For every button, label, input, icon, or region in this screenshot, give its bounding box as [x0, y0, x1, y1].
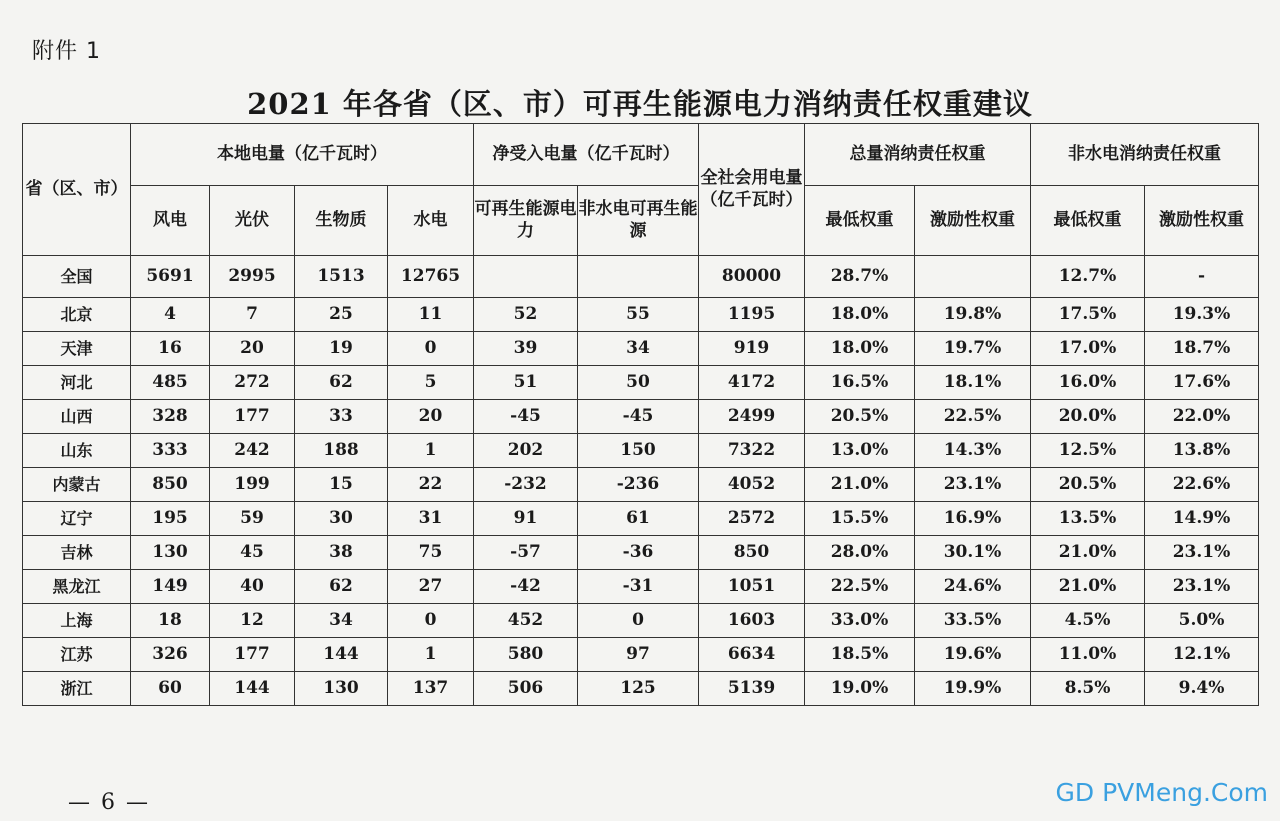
table-cell: 19.3%	[1145, 298, 1259, 332]
table-cell: 1051	[699, 570, 805, 604]
table-cell: 62	[295, 366, 388, 400]
table-cell: 22.0%	[1145, 400, 1259, 434]
table-cell: 4	[131, 298, 210, 332]
table-cell: 97	[578, 638, 699, 672]
table-cell: 15	[295, 468, 388, 502]
province-cell: 山西	[23, 400, 131, 434]
table-cell: 850	[131, 468, 210, 502]
province-cell: 吉林	[23, 536, 131, 570]
table-cell: 30.1%	[915, 536, 1031, 570]
table-cell: 177	[210, 638, 295, 672]
table-cell: 12.5%	[1031, 434, 1145, 468]
table-cell: 452	[474, 604, 578, 638]
table-cell: 14.3%	[915, 434, 1031, 468]
table-cell: 5139	[699, 672, 805, 706]
table-cell: 13.0%	[805, 434, 915, 468]
table-cell: 19	[295, 332, 388, 366]
attachment-label: 附件 1	[32, 39, 101, 64]
header-total-weight: 总量消纳责任权重	[805, 124, 1031, 186]
table-cell: 137	[388, 672, 474, 706]
table-cell: 38	[295, 536, 388, 570]
table-cell: 27	[388, 570, 474, 604]
table-cell: 60	[131, 672, 210, 706]
table-cell: 45	[210, 536, 295, 570]
table-cell: 22.5%	[915, 400, 1031, 434]
header-net-received: 净受入电量（亿千瓦时）	[474, 124, 699, 186]
table-cell: 7322	[699, 434, 805, 468]
table-cell: 1195	[699, 298, 805, 332]
table-cell: 850	[699, 536, 805, 570]
table-cell: 22	[388, 468, 474, 502]
table-cell: 34	[578, 332, 699, 366]
table-cell: 1513	[295, 256, 388, 298]
table-cell: 2995	[210, 256, 295, 298]
table-cell: 144	[210, 672, 295, 706]
table-cell: 4172	[699, 366, 805, 400]
table-cell: -236	[578, 468, 699, 502]
page-number: — 6 —	[68, 790, 150, 815]
table-cell: -42	[474, 570, 578, 604]
header-nonhydro-incentive-weight: 激励性权重	[1145, 186, 1259, 256]
table-cell: 1	[388, 638, 474, 672]
table-row	[23, 672, 1259, 706]
table-cell: 1603	[699, 604, 805, 638]
table-cell: 11.0%	[1031, 638, 1145, 672]
province-cell: 山东	[23, 434, 131, 468]
table-cell: 15.5%	[805, 502, 915, 536]
table-cell	[474, 256, 578, 298]
table-cell: 31	[388, 502, 474, 536]
table-cell: 17.5%	[1031, 298, 1145, 332]
table-row	[23, 366, 1259, 400]
table-cell: 13.5%	[1031, 502, 1145, 536]
table-cell: 22.5%	[805, 570, 915, 604]
table-cell: 12.7%	[1031, 256, 1145, 298]
table-cell: 16.5%	[805, 366, 915, 400]
header-province: 省（区、市）	[23, 124, 131, 256]
table-cell: 21.0%	[1031, 536, 1145, 570]
table-cell: 22.6%	[1145, 468, 1259, 502]
table-cell: 20	[210, 332, 295, 366]
table-cell: 19.9%	[915, 672, 1031, 706]
table-cell: 13.8%	[1145, 434, 1259, 468]
table-row	[23, 536, 1259, 570]
header-solar: 光伏	[210, 186, 295, 256]
table-cell: 33.5%	[915, 604, 1031, 638]
table-cell: 130	[295, 672, 388, 706]
table-cell: 30	[295, 502, 388, 536]
table-cell: 51	[474, 366, 578, 400]
weights-table	[22, 123, 1259, 706]
table-cell: 0	[388, 332, 474, 366]
table-cell: 23.1%	[1145, 570, 1259, 604]
province-cell: 辽宁	[23, 502, 131, 536]
table-cell: 23.1%	[1145, 536, 1259, 570]
watermark: GD PVMeng.Com	[1055, 778, 1268, 807]
table-cell: 9.4%	[1145, 672, 1259, 706]
table-cell: 202	[474, 434, 578, 468]
table-cell: 0	[578, 604, 699, 638]
table-cell: 144	[295, 638, 388, 672]
table-cell: 33	[295, 400, 388, 434]
table-row	[23, 570, 1259, 604]
table-cell: 52	[474, 298, 578, 332]
province-cell: 上海	[23, 604, 131, 638]
table-body	[23, 256, 1259, 706]
province-cell: 江苏	[23, 638, 131, 672]
table-cell: 333	[131, 434, 210, 468]
table-row	[23, 638, 1259, 672]
province-cell: 北京	[23, 298, 131, 332]
table-cell: 17.0%	[1031, 332, 1145, 366]
province-cell: 浙江	[23, 672, 131, 706]
province-cell: 黑龙江	[23, 570, 131, 604]
table-cell: 59	[210, 502, 295, 536]
table-cell: 328	[131, 400, 210, 434]
table-cell: 18.0%	[805, 332, 915, 366]
table-cell: -45	[474, 400, 578, 434]
table-cell: 20	[388, 400, 474, 434]
table-cell: 21.0%	[805, 468, 915, 502]
table-cell: 33.0%	[805, 604, 915, 638]
table-cell: 18.5%	[805, 638, 915, 672]
table-cell: -36	[578, 536, 699, 570]
table-cell	[915, 256, 1031, 298]
header-non-hydro-weight: 非水电消纳责任权重	[1031, 124, 1259, 186]
province-cell: 内蒙古	[23, 468, 131, 502]
table-cell: 18.0%	[805, 298, 915, 332]
table-cell: 18.1%	[915, 366, 1031, 400]
province-cell: 全国	[23, 256, 131, 298]
table-cell: 19.6%	[915, 638, 1031, 672]
table-cell: 4.5%	[1031, 604, 1145, 638]
table-cell: 8.5%	[1031, 672, 1145, 706]
table-cell: 40	[210, 570, 295, 604]
table-cell: 16.0%	[1031, 366, 1145, 400]
table-cell: 62	[295, 570, 388, 604]
table-cell: 195	[131, 502, 210, 536]
table-cell: 7	[210, 298, 295, 332]
table-row	[23, 400, 1259, 434]
table-cell: -232	[474, 468, 578, 502]
table-cell: 28.7%	[805, 256, 915, 298]
table-cell: -31	[578, 570, 699, 604]
table-cell: 20.5%	[1031, 468, 1145, 502]
table-cell: -45	[578, 400, 699, 434]
table-row	[23, 502, 1259, 536]
header-non-hydro: 非水电可再生能源	[578, 186, 699, 256]
table-cell: 4052	[699, 468, 805, 502]
table-cell: 12.1%	[1145, 638, 1259, 672]
table-cell: 23.1%	[915, 468, 1031, 502]
table-row	[23, 332, 1259, 366]
header-total-incentive-weight: 激励性权重	[915, 186, 1031, 256]
table-cell: 2572	[699, 502, 805, 536]
table-row	[23, 298, 1259, 332]
header-hydro: 水电	[388, 186, 474, 256]
table-cell: 39	[474, 332, 578, 366]
table-cell: 5	[388, 366, 474, 400]
table-cell: 177	[210, 400, 295, 434]
table-cell: 242	[210, 434, 295, 468]
header-local-power: 本地电量（亿千瓦时）	[131, 124, 474, 186]
table-cell: 150	[578, 434, 699, 468]
table-cell: 130	[131, 536, 210, 570]
header-wind: 风电	[131, 186, 210, 256]
table-cell: 919	[699, 332, 805, 366]
table-cell: 25	[295, 298, 388, 332]
table-cell: 19.8%	[915, 298, 1031, 332]
table-cell: 18.7%	[1145, 332, 1259, 366]
table-row	[23, 468, 1259, 502]
header-nonhydro-min-weight: 最低权重	[1031, 186, 1145, 256]
table-cell: 125	[578, 672, 699, 706]
table-cell: 0	[388, 604, 474, 638]
table-cell: 11	[388, 298, 474, 332]
table-cell: 12	[210, 604, 295, 638]
table-cell: 506	[474, 672, 578, 706]
table-cell: 19.7%	[915, 332, 1031, 366]
province-cell: 天津	[23, 332, 131, 366]
table-cell: 18	[131, 604, 210, 638]
table-cell: 28.0%	[805, 536, 915, 570]
table-cell: 17.6%	[1145, 366, 1259, 400]
table-cell: 20.5%	[805, 400, 915, 434]
table-cell: 188	[295, 434, 388, 468]
document-title: 2021 年各省（区、市）可再生能源电力消纳责任权重建议	[247, 87, 1033, 121]
table-cell: 6634	[699, 638, 805, 672]
table-row	[23, 604, 1259, 638]
table-cell: 326	[131, 638, 210, 672]
table-cell: 580	[474, 638, 578, 672]
table-cell	[578, 256, 699, 298]
header-biomass: 生物质	[295, 186, 388, 256]
table-cell: 50	[578, 366, 699, 400]
header-total-min-weight: 最低权重	[805, 186, 915, 256]
table-cell: 272	[210, 366, 295, 400]
table-cell: 2499	[699, 400, 805, 434]
table-row	[23, 256, 1259, 298]
table-cell: 19.0%	[805, 672, 915, 706]
table-cell: 199	[210, 468, 295, 502]
table-cell: -57	[474, 536, 578, 570]
table-cell: 20.0%	[1031, 400, 1145, 434]
table-cell: 1	[388, 434, 474, 468]
table-cell: 91	[474, 502, 578, 536]
table-cell: 24.6%	[915, 570, 1031, 604]
table-cell: 149	[131, 570, 210, 604]
table-cell: 34	[295, 604, 388, 638]
table-cell: 485	[131, 366, 210, 400]
table-cell: 21.0%	[1031, 570, 1145, 604]
header-renewable: 可再生能源电力	[474, 186, 578, 256]
province-cell: 河北	[23, 366, 131, 400]
table-cell: 75	[388, 536, 474, 570]
table-cell: 80000	[699, 256, 805, 298]
table-cell: 55	[578, 298, 699, 332]
table-cell: 14.9%	[1145, 502, 1259, 536]
table-cell: 12765	[388, 256, 474, 298]
table-cell: 16	[131, 332, 210, 366]
table-row	[23, 434, 1259, 468]
table-cell: 5691	[131, 256, 210, 298]
table-cell: 16.9%	[915, 502, 1031, 536]
header-total-consumption: 全社会用电量（亿千瓦时）	[699, 124, 805, 256]
table-cell: 5.0%	[1145, 604, 1259, 638]
table-cell: -	[1145, 256, 1259, 298]
table-cell: 61	[578, 502, 699, 536]
